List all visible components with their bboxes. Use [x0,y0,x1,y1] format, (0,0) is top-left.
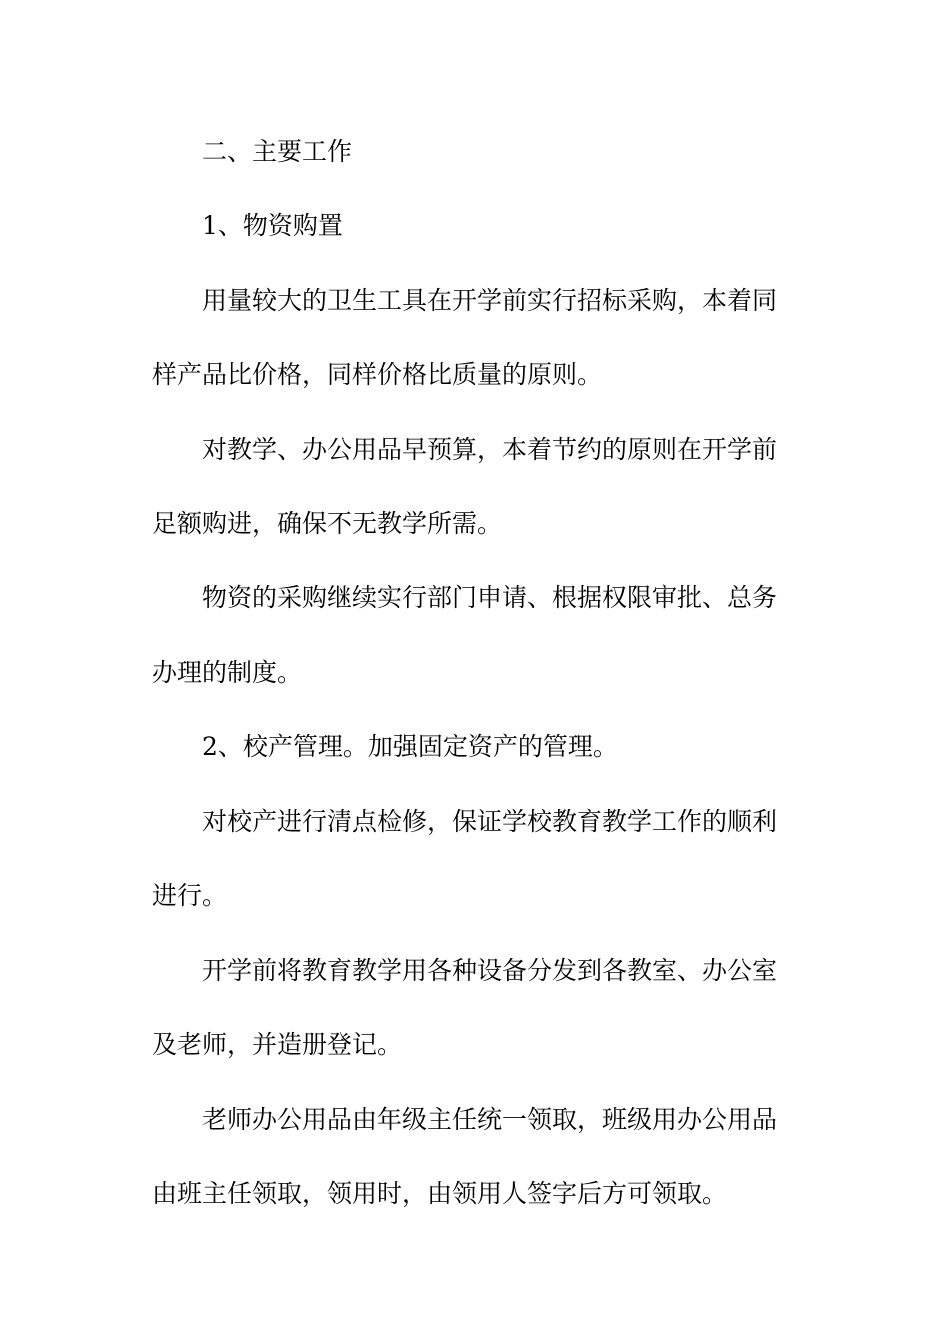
paragraph-1-line-1: 用量较大的卫生工具在开学前实行招标采购，本着同 [202,286,778,315]
paragraph-2-line-2: 足额购进，确保不无教学所需。 [152,509,503,538]
section-heading: 二、主要工作 [202,137,353,166]
paragraph-5-line-2: 及老师，并造册登记。 [152,1030,403,1059]
paragraph-5-line-1: 开学前将教育教学用各种设备分发到各教室、办公室 [202,956,778,985]
paragraph-4-line-1: 对校产进行清点检修，保证学校教育教学工作的顺利 [202,807,778,836]
item2-heading: 2、校产管理。加强固定资产的管理。 [202,732,618,761]
paragraph-6-line-1: 老师办公用品由年级主任统一领取，班级用办公用品 [202,1105,778,1134]
paragraph-1-line-2: 样产品比价格，同样价格比质量的原则。 [152,360,603,389]
paragraph-3-line-1: 物资的采购继续实行部门申请、根据权限审批、总务 [202,583,778,612]
paragraph-6-line-2: 由班主任领取，领用时，由领用人签字后方可领取。 [152,1179,728,1208]
paragraph-4-line-2: 进行。 [152,881,228,910]
paragraph-3-line-2: 办理的制度。 [152,658,303,687]
paragraph-2-line-1: 对教学、办公用品早预算，本着节约的原则在开学前 [202,435,778,464]
item1-heading: 1、物资购置 [202,211,343,240]
